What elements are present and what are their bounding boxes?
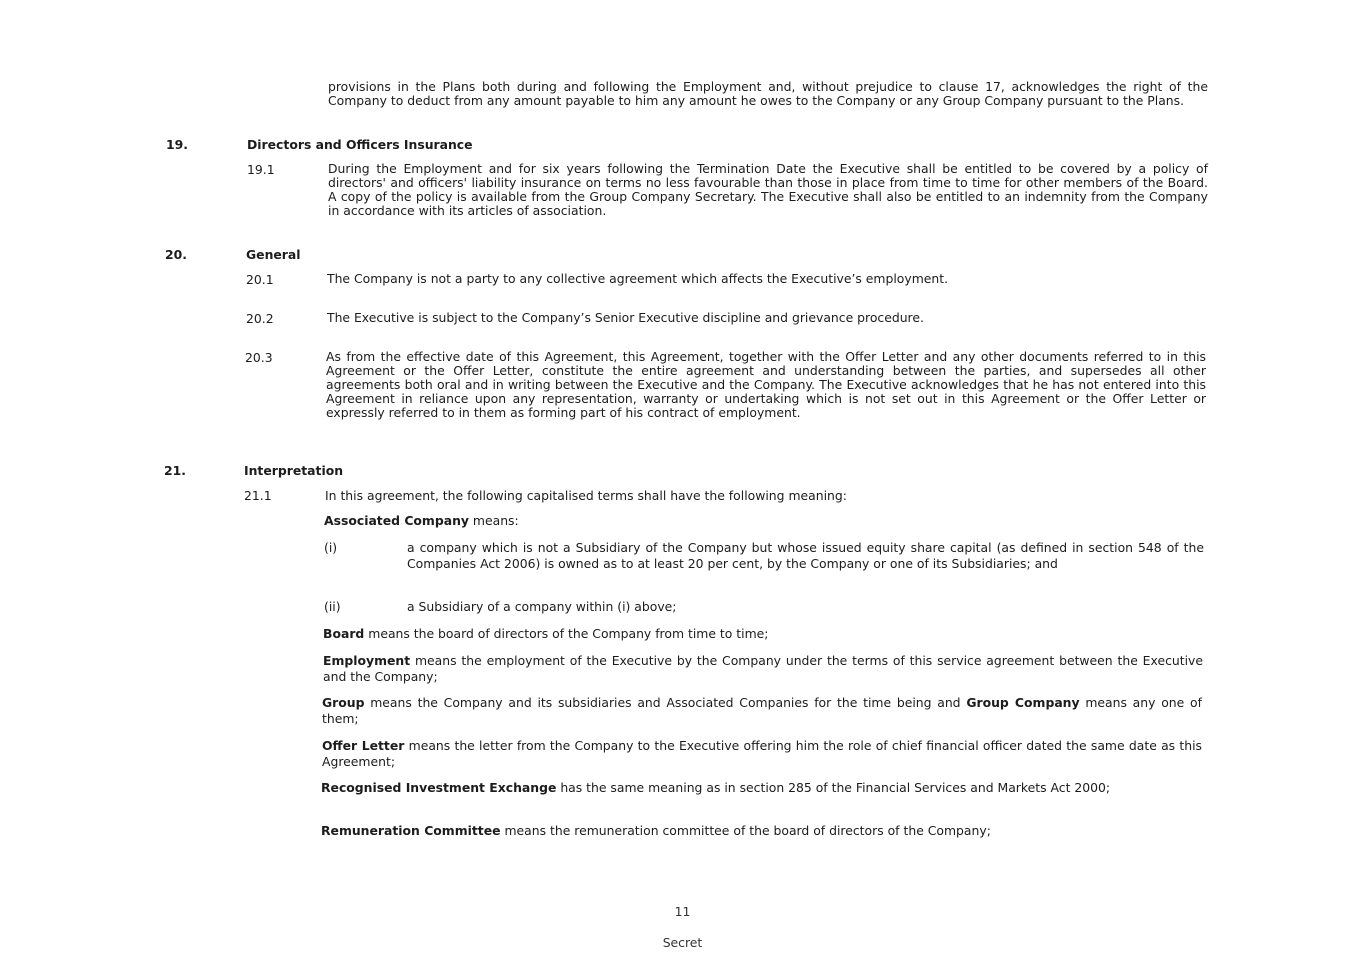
clause-20-3-text: As from the effective date of this Agreement, this Agreement, together with the Offer Letter and any other documents referred to in this Agreement or the Offer Letter, constitute the entire agreement and understanding between the parties, and supersedes all other agreements both oral and in writing between the Executive and the Company. The Executive acknowledges that he has not entered into this Agreement in reliance upon any representation, warranty or undertaking which is not set out in this Agreement or the Offer Letter or expressly referred to in them as forming part of his contract of employment. [326, 349, 1206, 420]
item-ii-number: (ii) [324, 599, 341, 614]
item-i-text: a company which is not a Subsidiary of the Company but whose issued equity share capital (as defined in section 548 of the Companies Act 2006) is owned as to at least 20 per cent, by the Company or one of its Subsidiaries; and [407, 540, 1204, 571]
term-offer-letter: Offer Letter [322, 738, 405, 753]
definition-recognised-investment-exchange [321, 780, 1201, 796]
definition-text: means the employment of the Executive by the Company under the terms of this service agreement between the Executive and the Company; [323, 653, 1203, 684]
intro-paragraph: provisions in the Plans both during and following the Employment and, without prejudice to clause 17, acknowledges the right of the Company to deduct from any amount payable to him any amount he owes to the Company or any Group Company pursuant to the Plans. [328, 79, 1208, 108]
definition-text: means: [468, 513, 519, 528]
term-employment: Employment [323, 653, 411, 668]
term-remuneration-committee: Remuneration Committee [321, 823, 501, 838]
definition-remuneration-committee [321, 823, 1201, 839]
item-i-number: (i) [324, 540, 338, 555]
definition-associated-company [324, 513, 519, 528]
classification-label: Secret [662, 935, 703, 950]
definition-text: means the board of directors of the Company from time to time; [364, 626, 769, 641]
clause-21-1-number: 21.1 [244, 488, 272, 503]
term-board: Board [323, 626, 365, 641]
definition-board [323, 626, 1203, 642]
definition-text: has the same meaning as in section 285 of the Financial Services and Markets Act 2000; [556, 780, 1111, 795]
clause-19-1-text: During the Employment and for six years following the Termination Date the Executive shall be entitled to be covered by a policy of directors' and officers' liability insurance on terms no less favourable than those in place from time to time for other members of the Board. A copy of the policy is available from the Group Company Secretary. The Executive shall also be entitled to an indemnity from the Company in accordance with its articles of association. [328, 161, 1208, 218]
page-number: 11 [674, 904, 691, 919]
term-associated-company: Associated Company [324, 513, 469, 528]
clause-20-3-number: 20.3 [245, 350, 273, 365]
definition-group [322, 695, 1202, 727]
term-group: Group [322, 695, 365, 710]
definition-offer-letter [322, 738, 1202, 770]
item-ii-text: a Subsidiary of a company within (i) above; [407, 599, 677, 614]
section-21-heading: Interpretation [244, 463, 344, 478]
section-20-number: 20. [165, 247, 187, 262]
section-19-number: 19. [166, 137, 188, 152]
definition-text: means the remuneration committee of the board of directors of the Company; [500, 823, 991, 838]
clause-21-1-text: In this agreement, the following capitalised terms shall have the following meaning: [325, 488, 847, 503]
clause-20-2-text: The Executive is subject to the Company’s Senior Executive discipline and grievance procedure. [327, 310, 924, 325]
clause-20-2-number: 20.2 [246, 311, 274, 326]
clause-20-1-text: The Company is not a party to any collective agreement which affects the Executive’s employment. [327, 271, 949, 286]
section-19-heading: Directors and Officers Insurance [247, 137, 473, 152]
definition-text: means the Company and its subsidiaries and Associated Companies for the time being and [364, 695, 967, 710]
section-21-number: 21. [164, 463, 186, 478]
clause-19-1-number: 19.1 [247, 162, 275, 177]
section-20-heading: General [246, 247, 301, 262]
term-recognised-investment-exchange: Recognised Investment Exchange [321, 780, 557, 795]
definition-employment [323, 653, 1203, 685]
term-group-company: Group Company [966, 695, 1080, 710]
definition-text: means any one of them; [322, 695, 1202, 726]
clause-20-1-number: 20.1 [246, 272, 274, 287]
definition-text: means the letter from the Company to the Executive offering him the role of chief financial officer dated the same date as this Agreement; [322, 738, 1202, 769]
